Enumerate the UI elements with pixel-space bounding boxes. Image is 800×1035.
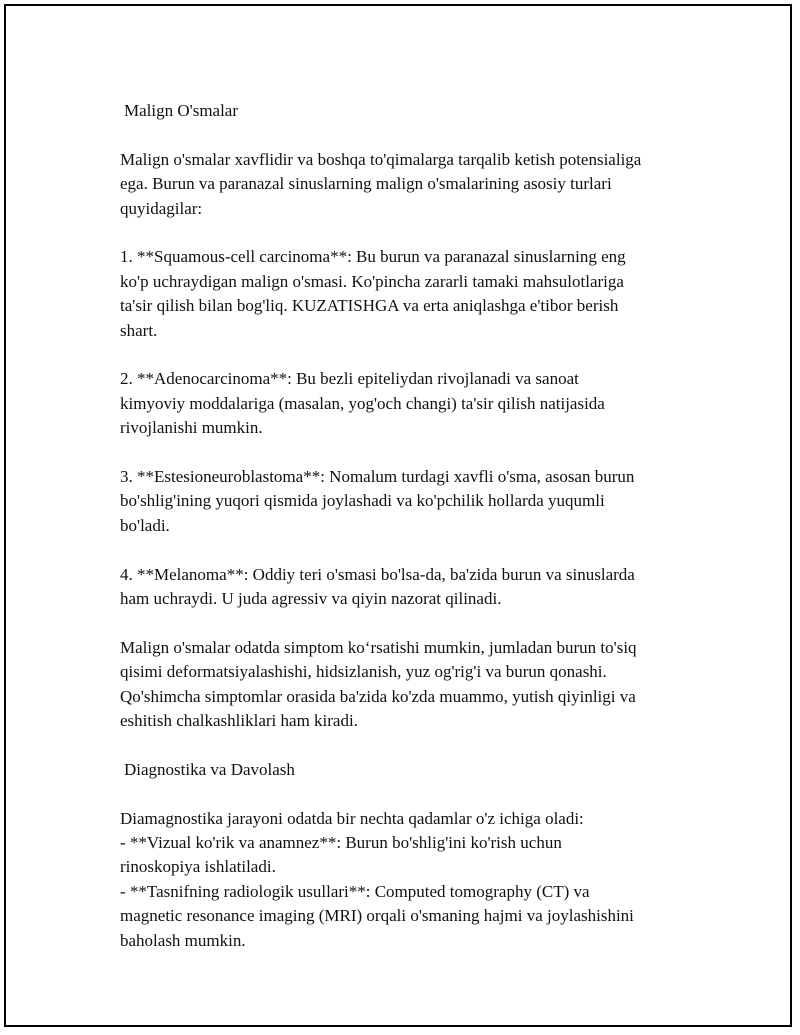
text-line: ko'p uchraydigan malign o'smasi. Ko'pincha zararli tamaki mahsulotlariga xyxy=(120,271,624,291)
page-frame xyxy=(4,4,792,1027)
text-line: ta'sir qilish bilan bog'liq. KUZATISHGA va erta aniqlashga e'tibor berish xyxy=(120,296,619,316)
text-line: ham uchraydi. U juda agressiv va qiyin nazorat qilinadi. xyxy=(120,589,502,609)
text-line: ega. Burun va paranazal sinuslarning malign o'smalarining asosiy turlari xyxy=(120,174,612,194)
intro-paragraph xyxy=(120,148,710,221)
text-line: 3. **Estesioneuroblastoma**: Nomalum turdagi xavfli o'sma, asosan burun xyxy=(120,467,635,487)
text-line: rivojlanishi mumkin. xyxy=(120,418,263,438)
text-line: - **Tasnifning radiologik usullari**: Computed tomography (CT) va xyxy=(120,881,590,901)
spacer xyxy=(120,538,710,562)
document-body xyxy=(120,99,710,953)
text-line: qisimi deformatsiyalashishi, hidsizlanish, yuz og'rig'i va burun qonashi. xyxy=(120,662,607,682)
text-line: Diamagnostika jarayoni odatda bir nechta qadamlar o'z ichiga oladi: xyxy=(120,808,584,828)
list-item-estesioneuroblastoma xyxy=(120,465,710,538)
text-line: Qo'shimcha simptomlar orasida ba'zida ko'zda muammo, yutish qiyinligi va xyxy=(120,686,636,706)
text-line: 1. **Squamous-cell carcinoma**: Bu burun va paranazal sinuslarning eng xyxy=(120,247,626,267)
spacer xyxy=(120,221,710,245)
text-line: eshitish chalkashliklari ham kiradi. xyxy=(120,711,358,731)
text-line: Malign o'smalar odatda simptom ko‘rsatishi mumkin, jumladan burun to'siq xyxy=(120,637,637,657)
text-line: rinoskopiya ishlatiladi. xyxy=(120,857,276,877)
list-item-melanoma xyxy=(120,563,710,612)
text-line: quyidagilar: xyxy=(120,198,203,218)
list-item-squamous xyxy=(120,245,710,343)
spacer xyxy=(120,733,710,757)
symptoms-paragraph xyxy=(120,636,710,734)
section-heading-diagnostika: Diagnostika va Davolash xyxy=(124,759,295,779)
text-line: baholash mumkin. xyxy=(120,930,246,950)
spacer xyxy=(120,343,710,367)
text-line: Malign o'smalar xavflidir va boshqa to'qimalarga tarqalib ketish potensialiga xyxy=(120,149,642,169)
spacer xyxy=(120,782,710,806)
diagnosis-paragraph xyxy=(120,807,710,953)
text-line: - **Vizual ko'rik va anamnez**: Burun bo'shlig'ini ko'rish uchun xyxy=(120,833,562,853)
text-line: 2. **Adenocarcinoma**: Bu bezli epiteliydan rivojlanadi va sanoat xyxy=(120,369,579,389)
text-line: shart. xyxy=(120,320,158,340)
section-heading-malign: Malign O'smalar xyxy=(124,101,239,120)
spacer xyxy=(120,441,710,465)
text-line: 4. **Melanoma**: Oddiy teri o'smasi bo'lsa-da, ba'zida burun va sinuslarda xyxy=(120,564,635,584)
text-line: bo'shlig'ining yuqori qismida joylashadi va ko'pchilik hollarda yuqumli xyxy=(120,491,605,511)
spacer xyxy=(120,611,710,635)
text-line: kimyoviy moddalariga (masalan, yog'och changi) ta'sir qilish natijasida xyxy=(120,393,605,413)
list-item-adenocarcinoma xyxy=(120,367,710,440)
spacer xyxy=(120,123,710,147)
text-line: bo'ladi. xyxy=(120,515,170,535)
text-line: magnetic resonance imaging (MRI) orqali o'smaning hajmi va joylashishini xyxy=(120,906,634,926)
